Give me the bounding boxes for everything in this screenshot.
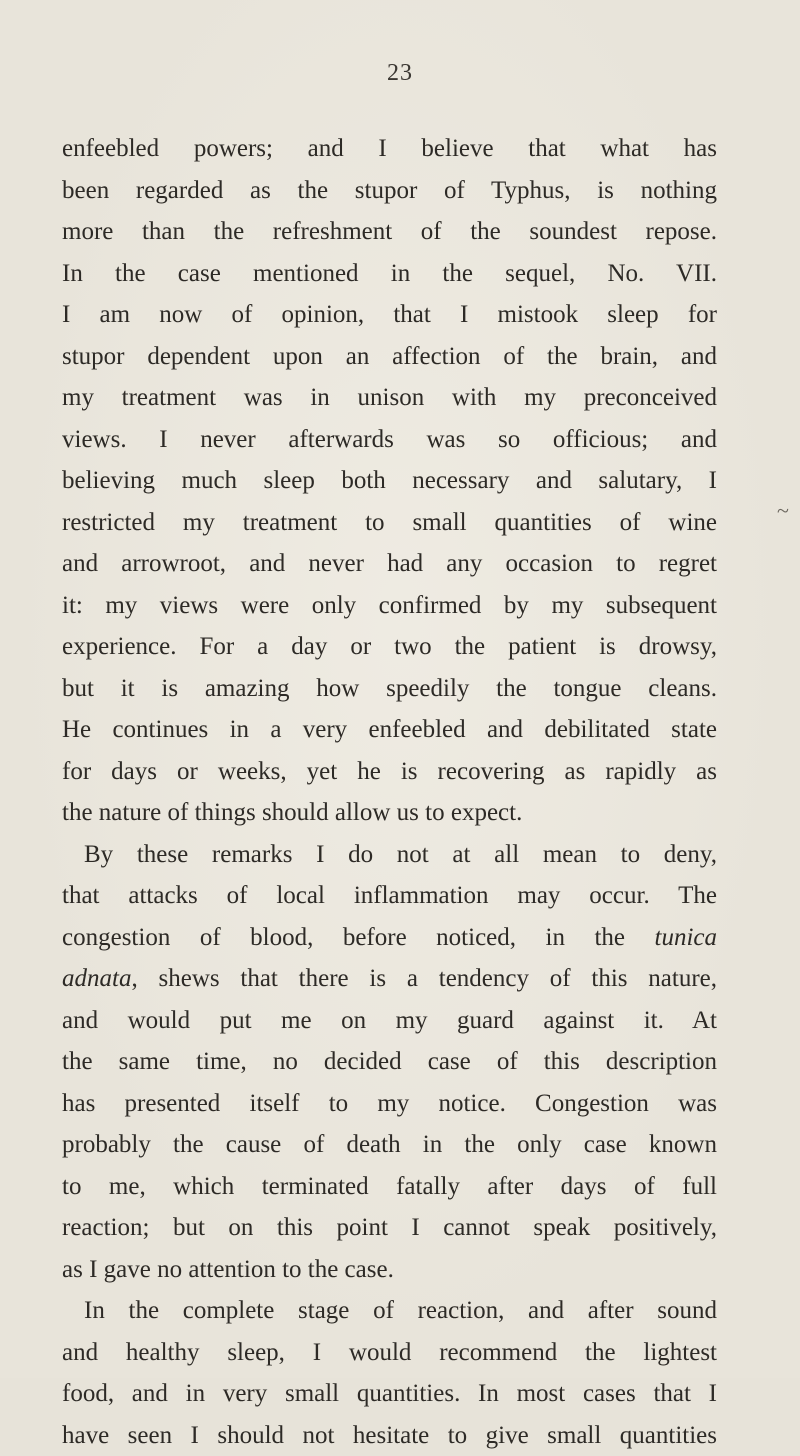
text-line: and arrowroot, and never had any occasion to regret [62,543,717,585]
text-line: food, and in very small quantities. In most cases that I [62,1373,717,1415]
text-line: experience. For a day or two the patient is drowsy, [62,626,717,668]
text-line: my treatment was in unison with my preconceived [62,377,717,419]
text-line: I am now of opinion, that I mistook sleep for [62,294,717,336]
text-line: views. I never afterwards was so officious; and [62,419,717,461]
text-line: as I gave no attention to the case. [62,1249,717,1291]
text-line: has presented itself to my notice. Congestion was [62,1083,717,1125]
text-line: congestion of blood, before noticed, in the tunica [62,917,717,959]
text-line: more than the refreshment of the soundest repose. [62,211,717,253]
text-line: that attacks of local inflammation may occur. The [62,875,717,917]
text-line: and healthy sleep, I would recommend the lightest [62,1332,717,1374]
text-line: been regarded as the stupor of Typhus, is nothing [62,170,717,212]
text-line: adnata, shews that there is a tendency of this nature, [62,958,717,1000]
text-line: but it is amazing how speedily the tongue cleans. [62,668,717,710]
italic-term: tunica [655,924,718,951]
text-line: restricted my treatment to small quantities of wine [62,502,717,544]
body-text [62,128,717,1456]
text-line: for days or weeks, yet he is recovering as rapidly as [62,751,717,793]
text-line: In the case mentioned in the sequel, No. VII. [62,253,717,295]
text-line: reaction; but on this point I cannot speak positively, [62,1207,717,1249]
text-line: it: my views were only confirmed by my subsequent [62,585,717,627]
text-line: probably the cause of death in the only case known [62,1124,717,1166]
text-line: He continues in a very enfeebled and debilitated state [62,709,717,751]
text-line: stupor dependent upon an affection of the brain, and [62,336,717,378]
text-line: to me, which terminated fatally after days of full [62,1166,717,1208]
text-line: enfeebled powers; and I believe that what has [62,128,717,170]
text-line: believing much sleep both necessary and salutary, I [62,460,717,502]
text-line: and would put me on my guard against it. At [62,1000,717,1042]
margin-mark: ~ [777,498,789,524]
italic-term: adnata [62,965,131,992]
page-number: 23 [0,60,800,87]
text-line: In the complete stage of reaction, and after sound [62,1290,717,1332]
text-line: the nature of things should allow us to expect. [62,792,717,834]
text-line: have seen I should not hesitate to give small quantities [62,1415,717,1456]
text-line: the same time, no decided case of this description [62,1041,717,1083]
text-line: By these remarks I do not at all mean to deny, [62,834,717,876]
